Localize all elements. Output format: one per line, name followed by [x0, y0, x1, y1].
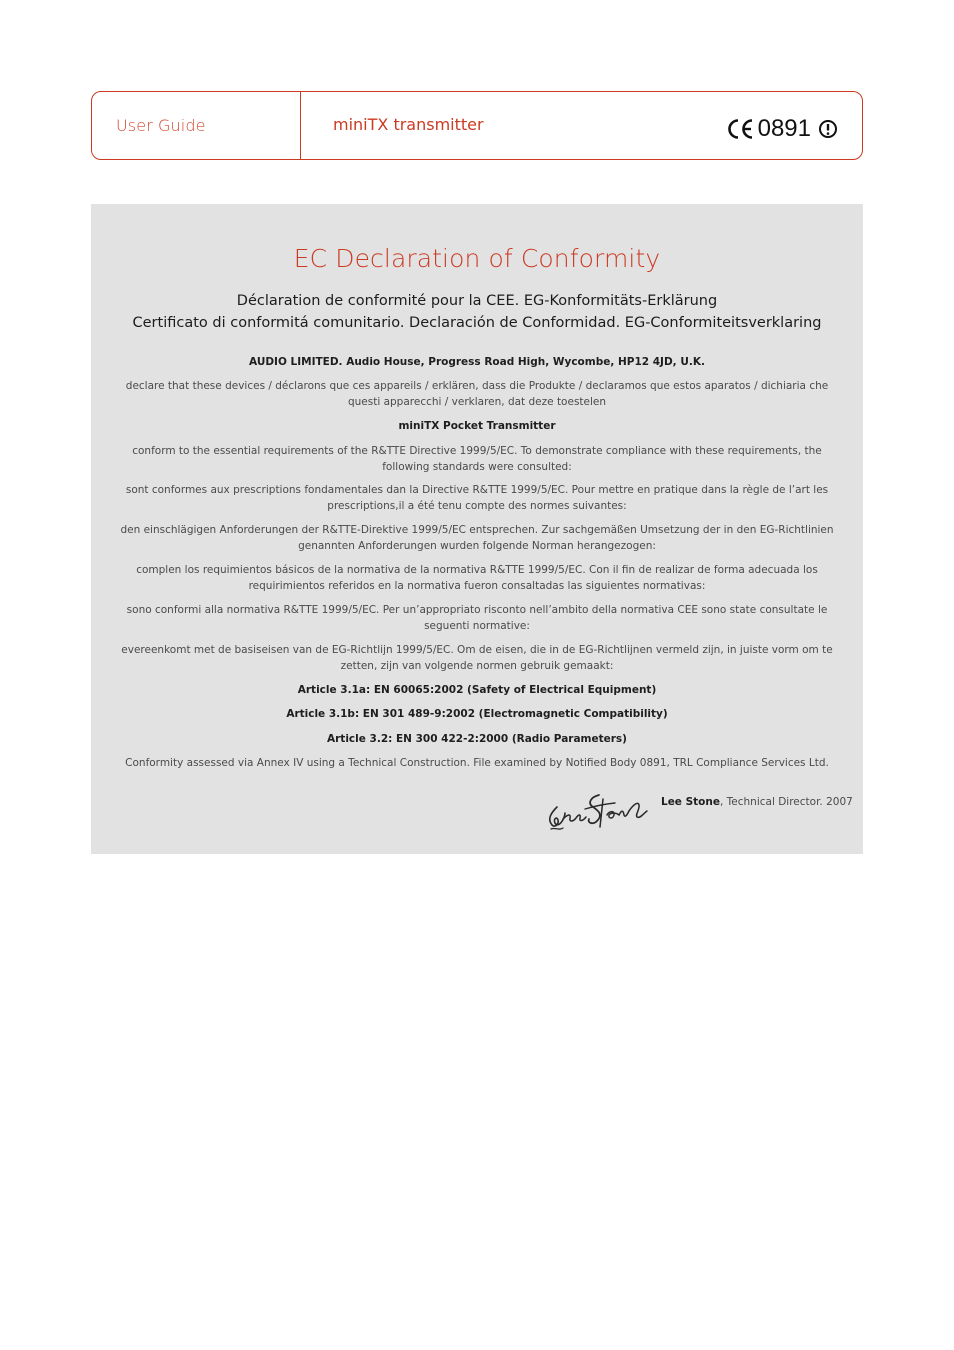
- conformity-text-es: complen los requimientos básicos de la normativa de la normativa R&TTE 1999/5/EC. Con il fin de realizar de forma adecuada los requirimientos referidos en la normativa fueron consaltadas las siguientes normativas:: [136, 564, 818, 592]
- alert-circle-icon: [818, 119, 838, 139]
- article-standard: Article 3.2: EN 300 422-2:2000 (Radio Parameters): [327, 733, 627, 745]
- handwritten-signature: [543, 789, 653, 835]
- product-title: miniTX transmitter: [333, 115, 484, 134]
- conformity-text-it: sono conformi alla normativa R&TTE 1999/5/EC. Per un’appropriato risconto nell’ambito della normativa CEE sono state consultate le seguenti normative:: [126, 604, 828, 632]
- ce-mark-icon: [726, 118, 754, 140]
- conformity-text-fr: sont conformes aux prescriptions fondamentales dan la Directive R&TTE 1999/5/EC. Pour mettre en pratique dans la règle de l’art les prescriptions,il a été tenu compte des normes suivantes:: [125, 484, 829, 512]
- conformity-text-nl: evereenkomt met de basiseisen van de EG-Richtlijn 1999/5/EC. Om de eisen, die in de EG-Richtlijnen vermeld zijn, in juiste vorm om te zetten, zijn van volgende normen gebruik gemaakt:: [121, 644, 833, 672]
- manufacturer-address: AUDIO LIMITED. Audio House, Progress Road High, Wycombe, HP12 4JD, U.K.: [249, 356, 705, 368]
- declaration-subtitle-line1: Déclaration de conformité pour la CEE. EG-Konformitäts-Erklärung: [236, 293, 718, 309]
- assessment-note: Conformity assessed via Annex IV using a Technical Construction. File examined by Notified Body 0891, TRL Compliance Services Ltd.: [125, 757, 829, 769]
- notified-body-number: 0891: [757, 114, 811, 142]
- header-section-cell: [92, 92, 301, 159]
- section-label: User Guide: [116, 116, 206, 135]
- signatory-credit: [661, 796, 853, 808]
- signatory-name: Lee Stone: [661, 796, 720, 808]
- ce-certification-block: [726, 114, 838, 142]
- article-standard: Article 3.1a: EN 60065:2002 (Safety of Electrical Equipment): [297, 684, 657, 696]
- conformity-text-en: conform to the essential requirements of the R&TTE Directive 1999/5/EC. To demonstrate compliance with these requirements, the following standards were consulted:: [132, 445, 822, 473]
- declaration-title: EC Declaration of Conformity: [293, 244, 661, 273]
- header-title-cell: [301, 92, 862, 159]
- device-name: miniTX Pocket Transmitter: [398, 420, 556, 432]
- declare-statement: declare that these devices / déclarons que ces appareils / erklären, dass die Produkte / declaramos que estos aparatos / dichiaria che questi apparecchi / verklaren, dat deze toestelen: [125, 380, 829, 408]
- article-standard: Article 3.1b: EN 301 489-9:2002 (Electromagnetic Compatibility): [286, 708, 668, 720]
- declaration-subtitle-line2: Certificato di conformitá comunitario. Declaración de Conformidad. EG-Conformiteitsverklaring: [132, 315, 822, 331]
- declaration-panel: [91, 204, 863, 854]
- document-header: [91, 91, 863, 160]
- signature-block: [539, 787, 859, 837]
- signatory-role: , Technical Director. 2007: [719, 796, 853, 808]
- conformity-text-de: den einschlägigen Anforderungen der R&TTE-Direktive 1999/5/EC entsprechen. Zur sachgemäßen Umsetzung der in den EG-Richtlinien genannten Anforderungen wurden folgende Norman herangezogen:: [120, 524, 834, 552]
